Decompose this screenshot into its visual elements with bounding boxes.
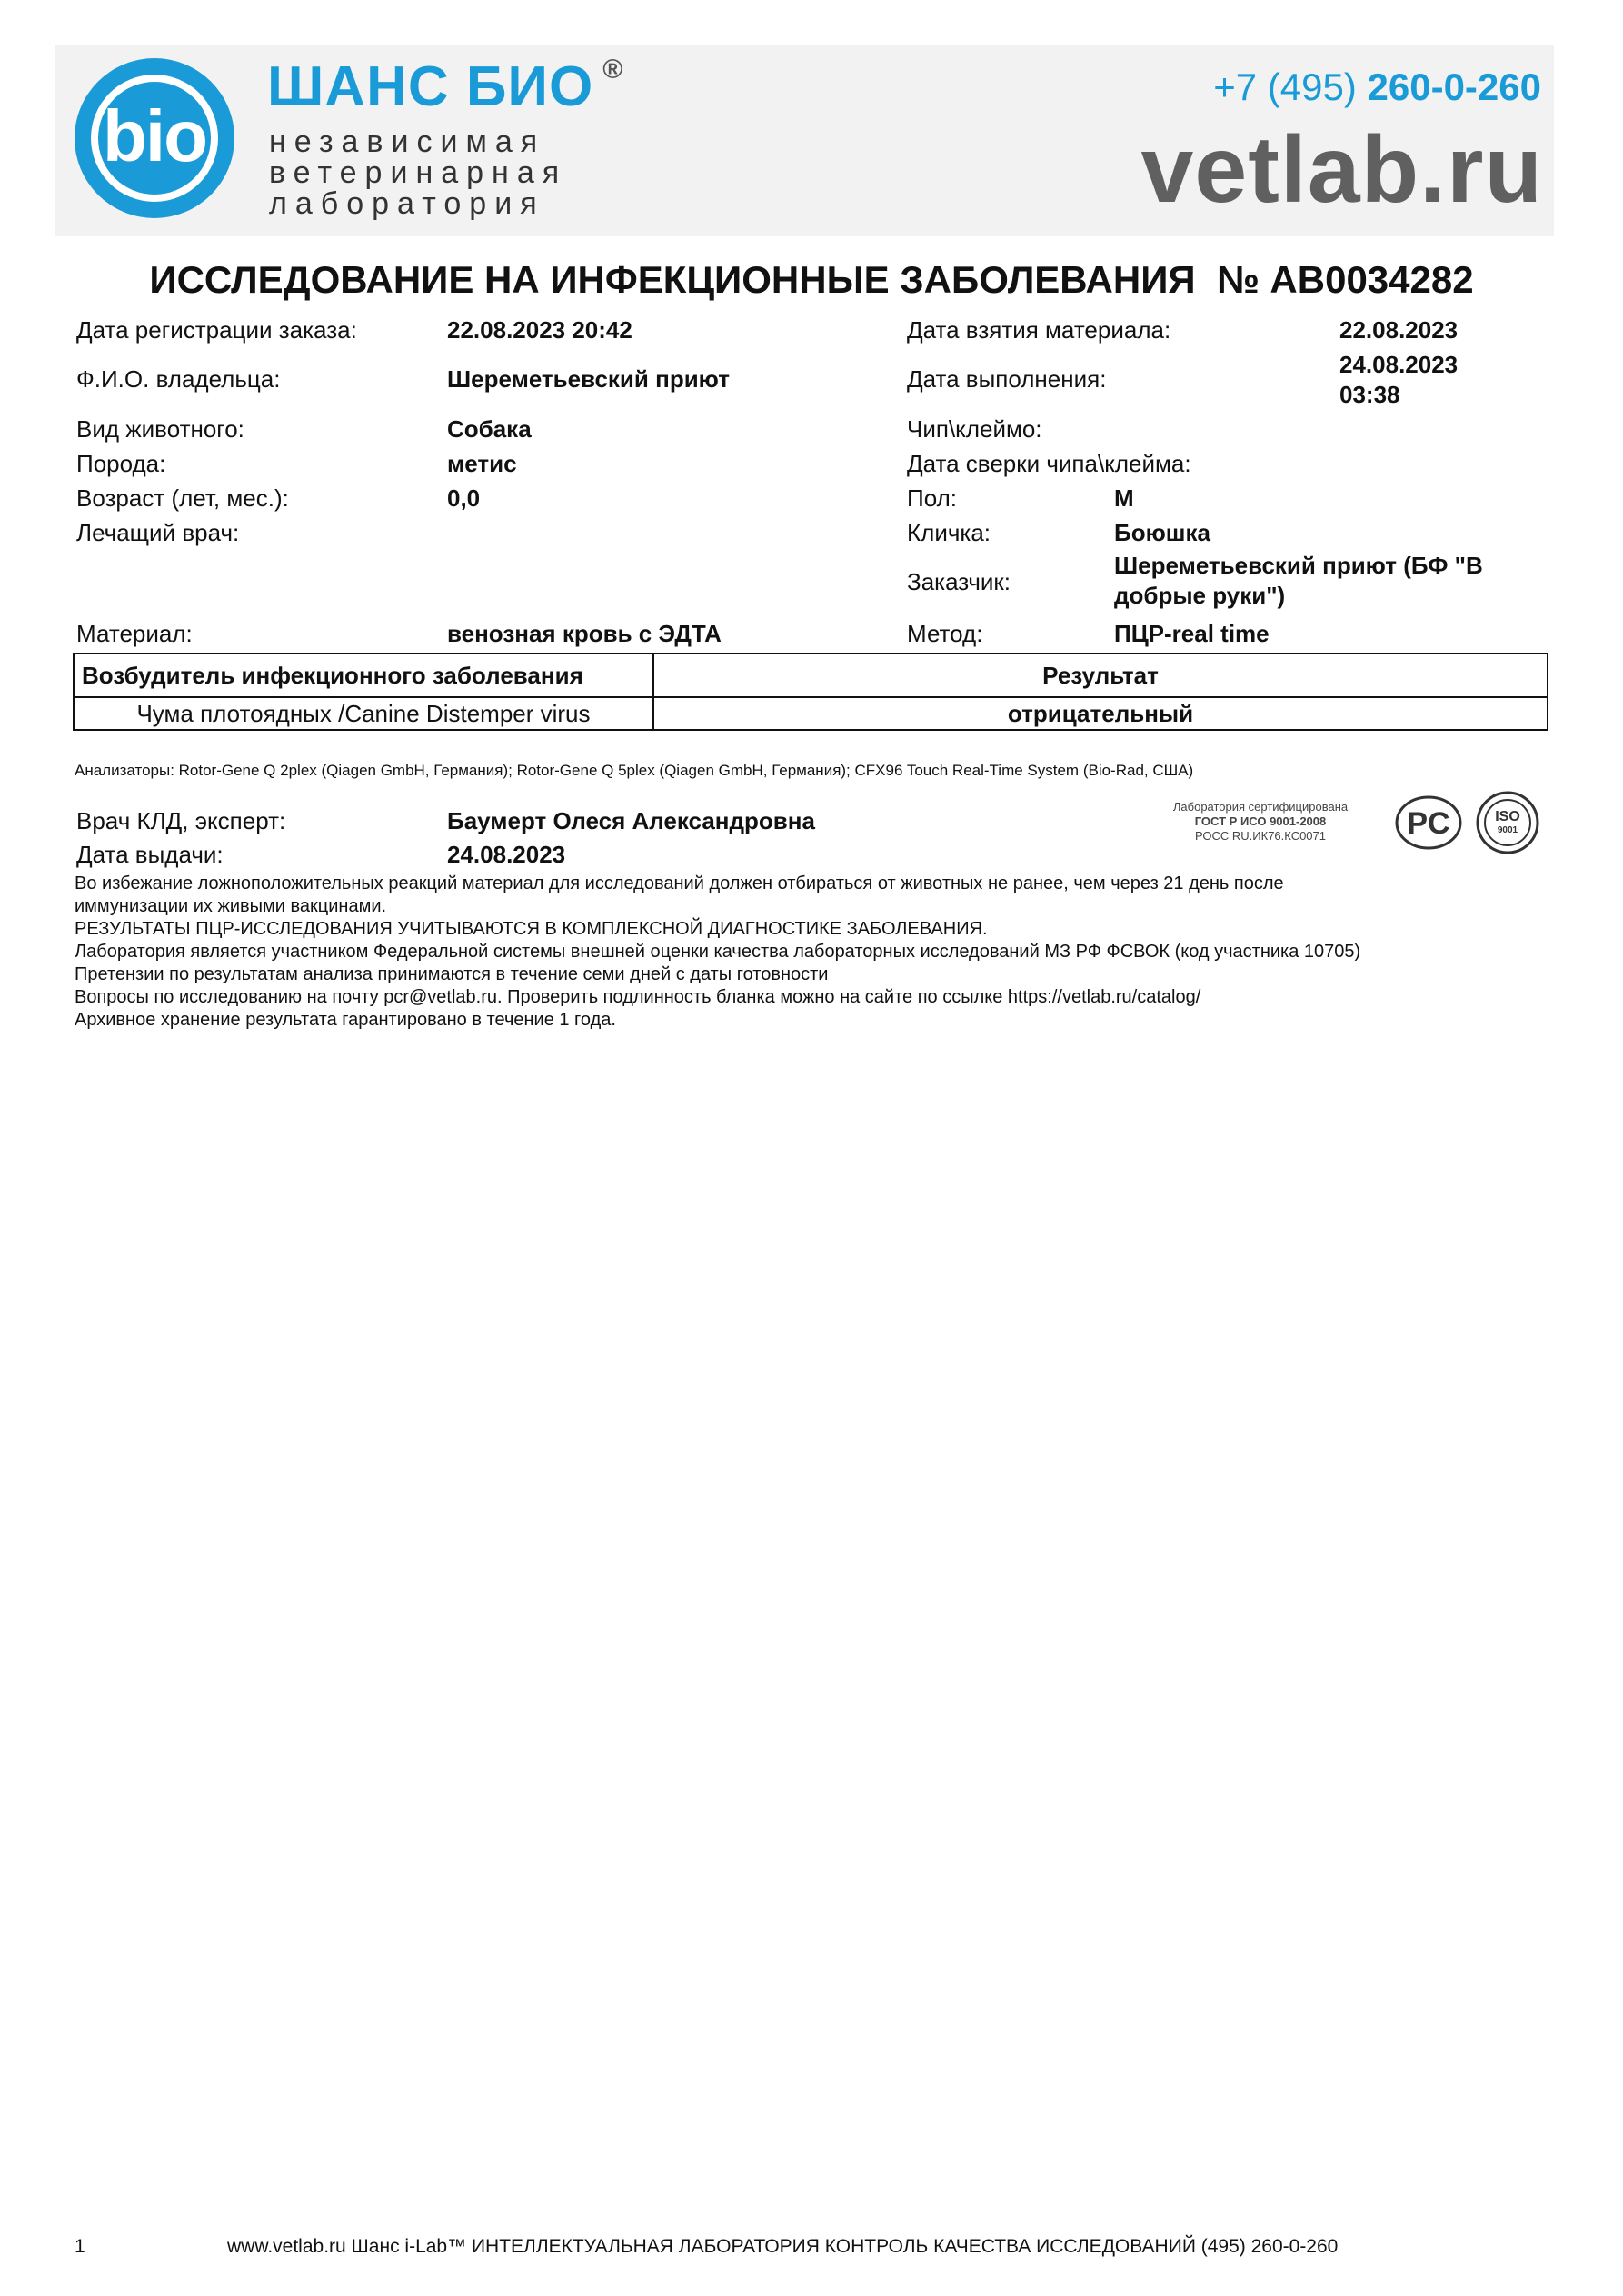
value-sample-date: 22.08.2023 (1339, 316, 1459, 344)
label-breed: Порода: (76, 450, 166, 477)
page-number: 1 (75, 2236, 85, 2257)
note-line: РЕЗУЛЬТАТЫ ПЦР-ИССЛЕДОВАНИЯ УЧИТЫВАЮТСЯ В КОМПЛЕКСНОЙ ДИАГНОСТИКЕ ЗАБОЛЕВАНИЯ. (75, 919, 988, 939)
value-customer-line1: Шереметьевский приют (БФ "В (1114, 552, 1483, 579)
label-age: Возраст (лет, мес.): (76, 484, 289, 512)
brand-name: ШАНС БИО ® (267, 55, 624, 118)
header-pathogen: Возбудитель инфекционного заболевания (74, 654, 653, 697)
label-sample-date: Дата взятия материала: (907, 316, 1171, 344)
document-title: ИССЛЕДОВАНИЕ НА ИНФЕКЦИОННЫЕ ЗАБОЛЕВАНИЯ № AB0034282 (149, 258, 1474, 301)
label-chip-check-date: Дата сверки чипа\клейма: (907, 450, 1191, 477)
value-material: венозная кровь с ЭДТА (447, 620, 722, 647)
header-result: Результат (653, 654, 1548, 697)
cert-line-2: ГОСТ Р ИСО 9001-2008 (1194, 814, 1327, 828)
logo-icon-text: bio (103, 95, 206, 176)
bio-logo-icon (73, 56, 236, 220)
value-expert: Баумерт Олеся Александровна (447, 807, 815, 834)
value-completion-time: 03:38 (1339, 381, 1400, 408)
svg-text:PC: PC (1407, 806, 1450, 841)
cert-line-1: Лаборатория сертифицирована (1172, 800, 1349, 814)
note-line: иммунизации их живыми вакцинами. (75, 896, 387, 916)
label-registration-date: Дата регистрации заказа: (76, 316, 357, 344)
value-customer-line2: добрые руки") (1114, 582, 1286, 609)
note-line: Вопросы по исследованию на почту pcr@vetlab.ru. Проверить подлинность бланка можно на сайте по ссылке https://vetlab.ru/catalog/ (75, 987, 1201, 1007)
label-completion-date: Дата выполнения: (907, 365, 1107, 393)
label-expert: Врач КЛД, эксперт: (76, 807, 286, 834)
value-completion-date: 24.08.2023 (1339, 351, 1459, 378)
footer-text: www.vetlab.ru Шанс i-Lab™ ИНТЕЛЛЕКТУАЛЬНАЯ ЛАБОРАТОРИЯ КОНТРОЛЬ КАЧЕСТВА ИССЛЕДОВАНИЙ (495) 260-0-260 (227, 2236, 1339, 2257)
results-table (73, 653, 1548, 731)
tagline-2: ветеринарная (269, 155, 568, 190)
label-nickname: Кличка: (907, 519, 991, 546)
tagline-1: независимая (269, 125, 546, 159)
table-row (74, 697, 1548, 730)
certification-text (1129, 800, 1392, 844)
value-issue-date: 24.08.2023 (447, 841, 566, 868)
cert-line-3: РОСС RU.ИК76.КС0071 (1195, 829, 1326, 843)
row-pathogen: Чума плотоядных /Canine Distemper virus (74, 697, 653, 730)
note-line: Претензии по результатам анализа принимаются в течение семи дней с даты готовности (75, 964, 829, 984)
table-header-row (74, 654, 1548, 697)
value-breed: метис (447, 450, 517, 477)
site-name: vetlab.ru (1140, 117, 1543, 223)
iso-badge-icon (1476, 791, 1539, 854)
row-result: отрицательный (653, 697, 1548, 730)
value-registration-date: 22.08.2023 20:42 (447, 316, 632, 344)
label-material: Материал: (76, 620, 193, 647)
notes-block (75, 873, 1360, 1032)
value-method: ПЦР-real time (1114, 620, 1270, 647)
iso-number: 9001 (1497, 825, 1518, 835)
value-owner: Шереметьевский приют (447, 365, 730, 393)
registered-mark: ® (602, 55, 624, 85)
note-line: Архивное хранение результата гарантировано в течение 1 года. (75, 1010, 616, 1030)
value-age: 0,0 (447, 484, 481, 512)
analyzers-note: Анализаторы: Rotor-Gene Q 2plex (Qiagen GmbH, Германия); Rotor-Gene Q 5plex (Qiagen GmbH, Германия); CFX96 Touch Real-Time System (Bio-Rad, США) (75, 762, 1194, 779)
value-sex: М (1114, 484, 1134, 512)
label-method: Метод: (907, 620, 983, 647)
label-customer: Заказчик: (907, 568, 1011, 595)
value-nickname: Боюшка (1114, 519, 1210, 546)
label-doctor: Лечащий врач: (76, 519, 240, 546)
document-number: № AB0034282 (1216, 258, 1474, 301)
value-species: Собака (447, 415, 532, 443)
note-line: Во избежание ложноположительных реакций материал для исследований должен отбираться от животных не ранее, чем через 21 день после (75, 873, 1284, 893)
phone-number: 260-0-260 (1367, 65, 1541, 108)
label-species: Вид животного: (76, 415, 244, 443)
rst-mark-icon (1394, 794, 1463, 851)
iso-label: ISO (1495, 809, 1520, 824)
label-issue-date: Дата выдачи: (76, 841, 224, 868)
tagline-3: лаборатория (269, 186, 545, 221)
label-chip: Чип\клеймо: (907, 415, 1042, 443)
label-owner: Ф.И.О. владельца: (76, 365, 281, 393)
note-line: Лаборатория является участником Федеральной системы внешней оценки качества лабораторных исследований МЗ РФ ФСВОК (код участника 10705) (75, 942, 1361, 962)
phone: +7 (495) 260-0-260 (1213, 65, 1541, 108)
label-sex: Пол: (907, 484, 957, 512)
